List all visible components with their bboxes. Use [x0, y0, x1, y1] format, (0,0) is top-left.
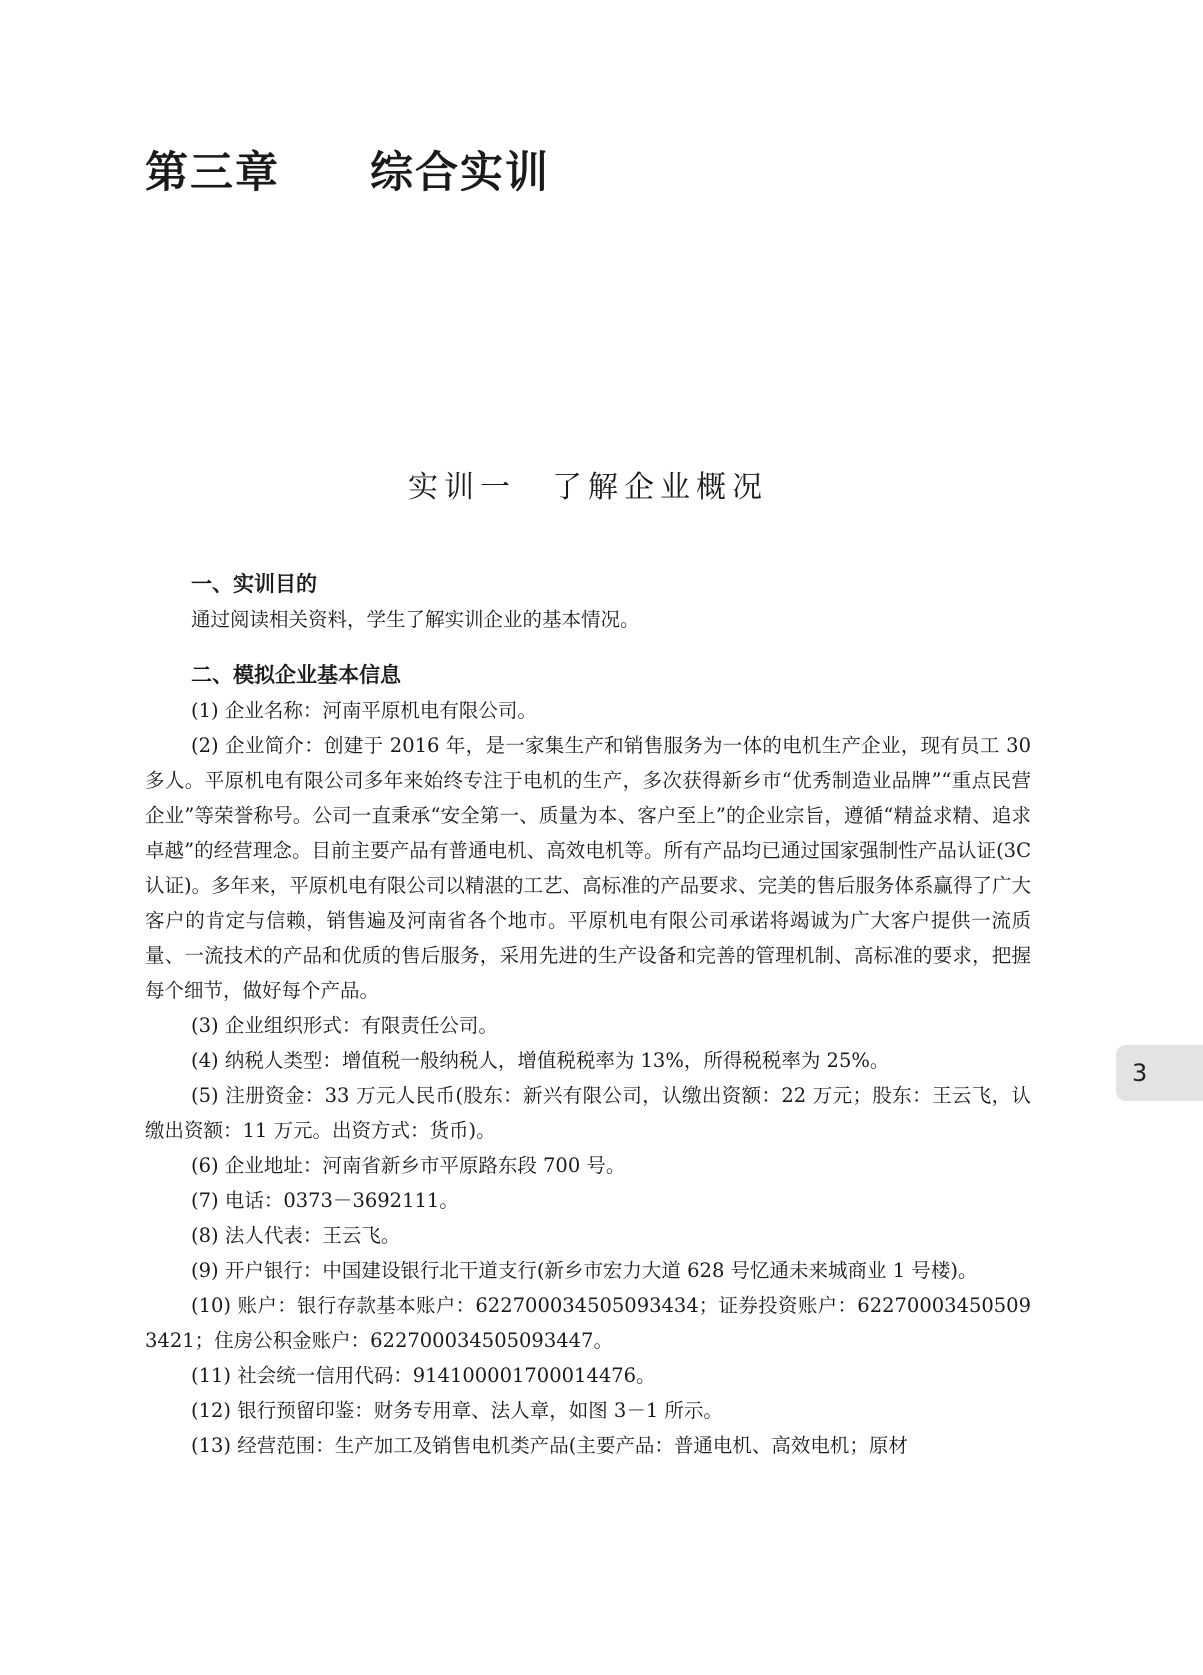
info-item-business-scope: (13) 经营范围：生产加工及销售电机类产品(主要产品：普通电机、高效电机；原材 — [191, 1434, 908, 1457]
section-title: 实训一 了解企业概况 — [408, 470, 768, 505]
info-item-bank-seals: (12) 银行预留印鉴：财务专用章、法人章，如图 3－1 所示。 — [191, 1399, 723, 1422]
info-item-company-profile: (2) 企业简介：创建于 2016 年，是一家集生产和销售服务为一体的电机生产企业，现有员工 30 多人。平原机电有限公司多年来始终专注于电机的生产，多次获得新乡市“优秀制造业品牌”“重点民营企业”等荣誉称号。公司一直秉承“安全第一、质量为本、客户至上”的企业宗旨，遵循“精益求精、追求卓越”的经营理念。目前主要产品有普通电机、高效电机等。所有产品均已通过国家强制性产品认证(3C 认证)。多年来，平原机电有限公司以精湛的工艺、高标准的产品要求、完美的售后服务体系赢得了广大客户的肯定与信赖，销售遍及河南省各个地市。平原机电有限公司承诺将竭诚为广大客户提供一流质量、一流技术的产品和优质的售后服务，采用先进的生产设备和完善的管理机制、高标准的要求，把握每个细节，做好每个产品。 — [145, 734, 1031, 1002]
info-item-organization-form: (3) 企业组织形式：有限责任公司。 — [191, 1014, 498, 1037]
info-item-taxpayer-type: (4) 纳税人类型：增值税一般纳税人，增值税税率为 13%，所得税税率为 25%。 — [191, 1049, 890, 1072]
info-item-phone: (7) 电话：0373－3692111。 — [191, 1189, 459, 1212]
section-heading-company-info: 二、模拟企业基本信息 — [191, 663, 401, 687]
info-item-company-name: (1) 企业名称：河南平原机电有限公司。 — [191, 699, 537, 722]
section-heading-purpose: 一、实训目的 — [191, 572, 317, 596]
info-item-accounts: (10) 账户：银行存款基本账户：622700034505093434；证券投资账户：622700034505093421；住房公积金账户：622700034505093447。 — [145, 1294, 1031, 1352]
purpose-paragraph: 通过阅读相关资料，学生了解实训企业的基本情况。 — [191, 608, 640, 631]
info-item-legal-representative: (8) 法人代表：王云飞。 — [191, 1224, 401, 1247]
info-item-bank: (9) 开户银行：中国建设银行北干道支行(新乡市宏力大道 628 号忆通未来城商业 1 号楼)。 — [191, 1259, 978, 1282]
chapter-title: 第三章 综合实训 — [145, 148, 550, 198]
page-number-tab — [1116, 1045, 1203, 1101]
info-item-address: (6) 企业地址：河南省新乡市平原路东段 700 号。 — [191, 1154, 626, 1177]
page-number: 3 — [1132, 1059, 1148, 1087]
info-item-registered-capital: (5) 注册资金：33 万元人民币(股东：新兴有限公司，认缴出资额：22 万元；股东：王云飞，认缴出资额：11 万元。出资方式：货币)。 — [145, 1084, 1031, 1142]
page-content — [145, 566, 1031, 1463]
info-item-credit-code: (11) 社会统一信用代码：914100001700014476。 — [191, 1364, 656, 1387]
